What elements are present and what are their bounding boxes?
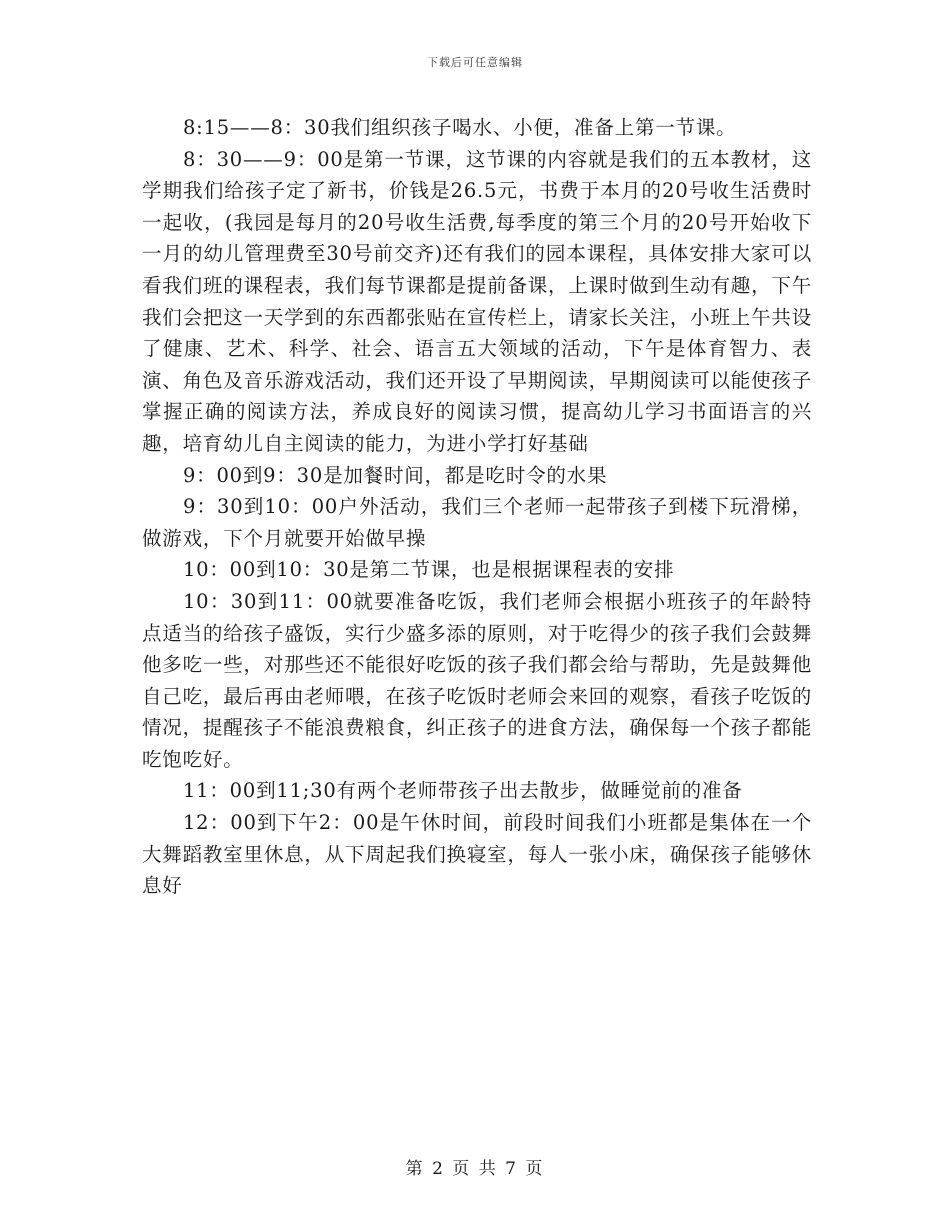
paragraph: 12：00到下午2：00是午休时间，前段时间我们小班都是集体在一个大舞蹈教室里休息，从下周起我们换寝室，每人一张小床，确保孩子能够休息好 — [142, 811, 812, 898]
paragraph: 8:15——8：30我们组织孩子喝水、小便，准备上第一节课。 — [182, 116, 737, 139]
page-header-note: 下载后可任意编辑 — [427, 56, 523, 69]
paragraph: 9：00到9：30是加餐时间，都是吃时令的水果 — [182, 463, 608, 487]
paragraph: 10：30到11：00就要准备吃饭，我们老师会根据小班孩子的年龄特点适当的给孩子盛饭，实行少盛多添的原则，对于吃得少的孩子我们会鼓舞他多吃一些，对那些还不能很好吃饭的孩子我们都会给与帮助，先是鼓舞他自己吃，最后再由老师喂，在孩子吃饭时老师会来回的观察，看孩子吃饭的情况，提醒孩子不能浪费粮食，纠正孩子的进食方法，确保每一个孩子都能吃饱吃好。 — [142, 589, 812, 771]
paragraph: 11：00到11;30有两个老师带孩子出去散步，做睡觉前的准备 — [182, 779, 743, 803]
paragraph: 10：00到10：30是第二节课，也是根据课程表的安排 — [182, 558, 675, 582]
paragraph: 9：30到10：00户外活动，我们三个老师一起带孩子到楼下玩滑梯，做游戏，下个月就要开始做早操 — [142, 495, 812, 550]
page-number: 第 2 页 共 7 页 — [405, 1159, 545, 1179]
document-body — [142, 112, 812, 902]
paragraph: 8：30——9：00是第一节课，这节课的内容就是我们的五本教材，这学期我们给孩子定了新书，价钱是26.5元，书费于本月的20号收生活费时一起收，(我园是每月的20号收生活费,每季度的第三个月的20号开始收下一月的幼儿管理费至30号前交齐)还有我们的园本课程，具体安排大家可以看我们班的课程表，我们每节课都是提前备课，上课时做到生动有趣，下午我们会把这一天学到的东西都张贴在宣传栏上，请家长关注，小班上午共设了健康、艺术、科学、社会、语言五大领域的活动，下午是体育智力、表演、角色及音乐游戏活动，我们还开设了早期阅读，早期阅读可以能使孩子掌握正确的阅读方法，养成良好的阅读习惯，提高幼儿学习书面语言的兴趣，培育幼儿自主阅读的能力，为进小学打好基础 — [142, 147, 812, 455]
